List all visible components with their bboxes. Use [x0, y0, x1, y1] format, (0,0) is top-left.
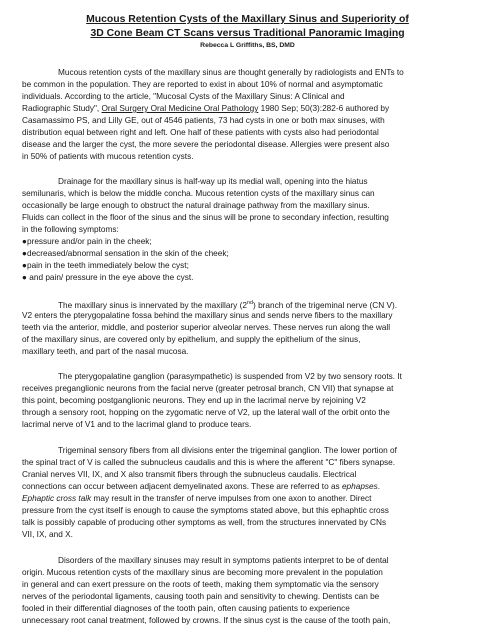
- p3-line: V2 enters the pterygopalatine fossa behind the maxillary sinus and sends nerve fibers to the maxillary: [22, 311, 393, 320]
- p6-line: Disorders of the maxillary sinuses may result in symptoms patients interpret to be of dental: [58, 556, 389, 565]
- p1-line: [22, 103, 389, 114]
- p5-line: talk is possibly capable of producing other symptoms as well, from the structures innervated by CNs: [22, 518, 387, 527]
- p6-line: unnecessary root canal treatment, followed by crowns. If the sinus cyst is the cause of the tooth pain,: [22, 616, 391, 625]
- p4-line: this point, becoming postganglionic neurons. They end up in the lacrimal nerve by rejoining V2: [22, 396, 366, 405]
- p1-line: in 50% of patients with mucous retention cysts.: [22, 152, 194, 161]
- p1-line: disease and the larger the cyst, the more severe the periodontal disease. Allergies were present also: [22, 140, 390, 149]
- p1-line: individuals. According to the article, "Mucosal Cysts of the Maxillary Sinus: A Clinical and: [22, 92, 345, 101]
- p5-line: the spinal tract of V is called the subnucleus caudalis and this is where the afferent "C" fibers synapse.: [22, 458, 396, 467]
- p1-line: Casamassimo PS, and Lilly GE, out of 4546 patients, 73 had cysts in one or both max sinuses, with: [22, 116, 385, 125]
- p2-line: semilunaris, which is below the middle concha. Mucous retention cysts of the maxillary sinus can: [22, 189, 375, 198]
- p6-line: in general and can exert pressure on the roots of teeth, making them symptomatic via the sensory: [22, 580, 379, 589]
- p2-line: Fluids can collect in the floor of the sinus and the sinus will be prone to secondary infection, resulting: [22, 213, 389, 222]
- p6-line: fooled in their differential diagnoses of the tooth pain, often causing patients to experience: [22, 604, 350, 613]
- symptom-list-item: ● and pain/ pressure in the eye above the cyst.: [22, 273, 194, 282]
- document-title-line-1: Mucous Retention Cysts of the Maxillary Sinus and Superiority of: [86, 14, 409, 25]
- p4-line: receives preganglionic neurons from the facial nerve (greater petrosal branch, CN VII) that synapse at: [22, 384, 394, 393]
- p4-line: lacrimal nerve of V1 and to the lacrimal gland to produce tears.: [22, 420, 252, 429]
- p5-text: connections can occur between adjacent demyelinated axons. These are referred to as: [22, 482, 342, 491]
- journal-title: Oral Surgery Oral Medicine Oral Pathology: [101, 104, 259, 113]
- author-line: Rebecca L Griffiths, BS, DMD: [200, 42, 295, 49]
- p5-line: [22, 493, 371, 504]
- term-ephapses: ephapses: [341, 482, 378, 491]
- p6-line: nerves of the periodontal ligaments, causing tooth pain and sensitivity to chewing. Dentists can be: [22, 592, 380, 601]
- p3-line: maxillary teeth, and part of the nasal mucosa.: [22, 347, 189, 356]
- p3-line: [58, 298, 397, 311]
- p5-text: may result in the transfer of nerve impulses from one axon to another. Direct: [91, 494, 372, 503]
- p2-line: occasionally be large enough to obstruct the natural drainage pathway from the maxillary sinus.: [22, 201, 370, 210]
- p3-line: teeth via the anterior, middle, and posterior superior alveolar nerves. These nerves run along the wall: [22, 323, 391, 332]
- ordinal-suffix: nd: [246, 300, 254, 306]
- symptom-list-item: ●pain in the teeth immediately below the cyst;: [22, 261, 189, 270]
- p5-line: Trigeminal sensory fibers from all divisions enter the trigeminal ganglion. The lower portion of: [58, 446, 397, 455]
- p1-line: be common in the population. They are reported to exist in about 10% of normal and asymptomatic: [22, 80, 383, 89]
- p1-line: distribution equal between right and left. One half of these patients with cysts also had periodontal: [22, 128, 379, 137]
- term-ephaptic-cross-talk: Ephaptic cross talk: [22, 494, 92, 503]
- p1-text: 1980 Sep; 50(3):282-6 authored by: [258, 104, 390, 113]
- p1-line: Mucous retention cysts of the maxillary sinus are thought generally by radiologists and ENTs to: [58, 68, 404, 77]
- p2-line: in the following symptoms:: [22, 225, 119, 234]
- document-title-line-2: 3D Cone Beam CT Scans versus Traditional Panoramic Imaging: [90, 28, 405, 39]
- p1-text: Radiographic Study",: [22, 104, 102, 113]
- p4-line: through a sensory root, hopping on the zygomatic nerve of V2, up the lateral wall of the orbit onto the: [22, 408, 390, 417]
- p5-line: [22, 481, 380, 492]
- symptom-list-item: ●pressure and/or pain in the cheek;: [22, 237, 152, 246]
- p5-line: Cranial nerves VII, IX, and X also transmit fibers through the subnucleus caudalis. Electrical: [22, 470, 357, 479]
- p3-text: The maxillary sinus is innervated by the maxillary (2: [58, 300, 247, 310]
- p5-line: VII, IX, and X.: [22, 530, 73, 539]
- symptom-list-item: ●decreased/abnormal sensation in the skin of the cheek;: [22, 249, 229, 258]
- p3-text: ) branch of the trigeminal nerve (CN V).: [253, 300, 398, 310]
- p3-line: of the maxillary sinus, are covered only by epithelium, and supply the epithelium of the sinus,: [22, 335, 361, 344]
- p5-line: pressure from the cyst itself is enough to cause the symptoms stated above, but this ephaphtic cross: [22, 506, 389, 515]
- p5-text: .: [377, 482, 381, 491]
- p6-line: origin. Mucous retention cysts of the maxillary sinus are becoming more prevalent in the population: [22, 568, 383, 577]
- p2-line: Drainage for the maxillary sinus is half-way up its medial wall, opening into the hiatus: [58, 177, 368, 186]
- p4-line: The pterygopalatine ganglion (parasympathetic) is suspended from V2 by two sensory roots. It: [58, 372, 402, 381]
